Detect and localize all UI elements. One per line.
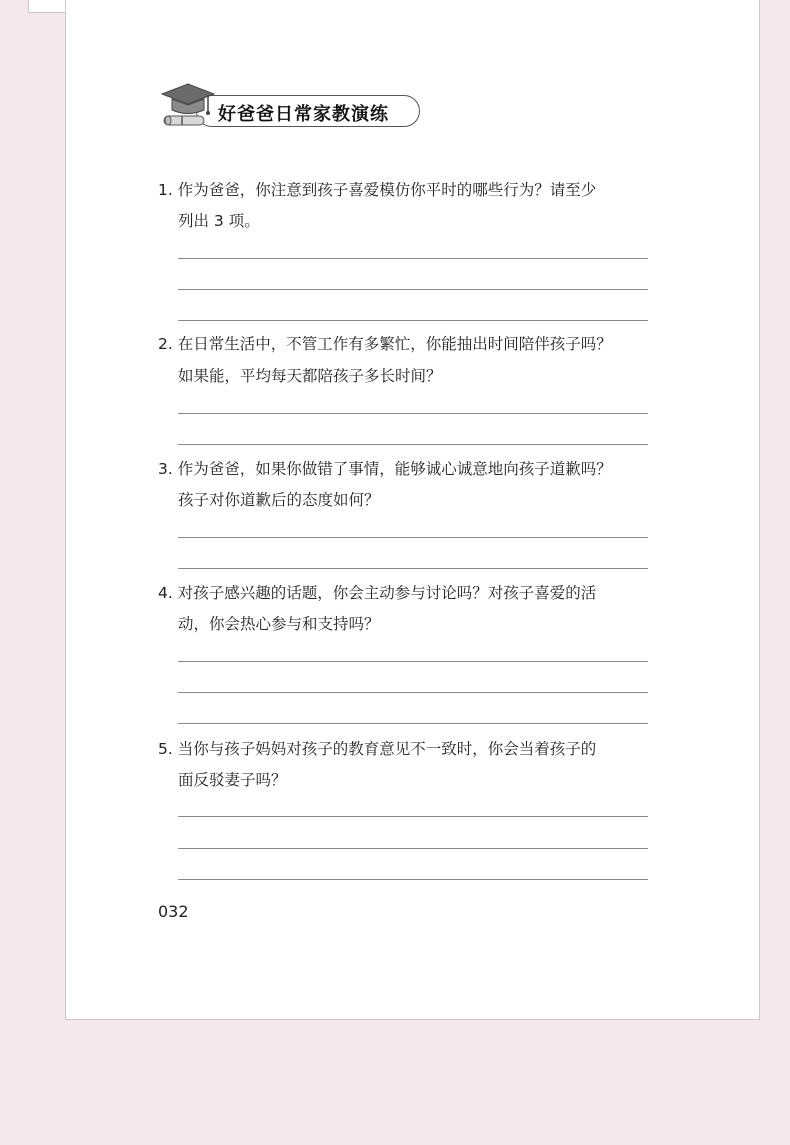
answer-line[interactable]	[178, 879, 648, 880]
question-4-text: 4. 对孩子感兴趣的话题，你会主动参与讨论吗？对孩子喜爱的活	[158, 584, 597, 602]
answer-line[interactable]	[178, 568, 648, 569]
answer-line[interactable]	[178, 289, 648, 290]
book-page	[65, 0, 760, 1020]
section-title: 好爸爸日常家教演练	[218, 104, 389, 125]
question-1-text: 1. 作为爸爸，你注意到孩子喜爱模仿你平时的哪些行为？请至少	[158, 181, 597, 199]
question-1-text-cont: 列出 3 项。	[178, 212, 260, 230]
answer-line[interactable]	[178, 258, 648, 259]
answer-line[interactable]	[178, 848, 648, 849]
graduation-cap-icon	[158, 80, 216, 132]
question-5-text: 5. 当你与孩子妈妈对孩子的教育意见不一致时，你会当着孩子的	[158, 740, 597, 758]
answer-line[interactable]	[178, 661, 648, 662]
answer-line[interactable]	[178, 537, 648, 538]
previous-page-corner	[28, 0, 68, 13]
question-2-text: 2. 在日常生活中，不管工作有多繁忙，你能抽出时间陪伴孩子吗？	[158, 335, 612, 353]
answer-line[interactable]	[178, 723, 648, 724]
question-4-text-cont: 动，你会热心参与和支持吗？	[178, 615, 380, 633]
answer-line[interactable]	[178, 816, 648, 817]
answer-line[interactable]	[178, 692, 648, 693]
question-5-text-cont: 面反驳妻子吗？	[178, 771, 287, 789]
question-3-text-cont: 孩子对你道歉后的态度如何？	[178, 491, 380, 509]
answer-line[interactable]	[178, 444, 648, 445]
section-heading	[158, 80, 428, 132]
page-number: 032	[158, 902, 189, 921]
answer-line[interactable]	[178, 413, 648, 414]
question-3-text: 3. 作为爸爸，如果你做错了事情，能够诚心诚意地向孩子道歉吗？	[158, 460, 612, 478]
answer-line[interactable]	[178, 320, 648, 321]
question-2-text-cont: 如果能，平均每天都陪孩子多长时间？	[178, 367, 442, 385]
